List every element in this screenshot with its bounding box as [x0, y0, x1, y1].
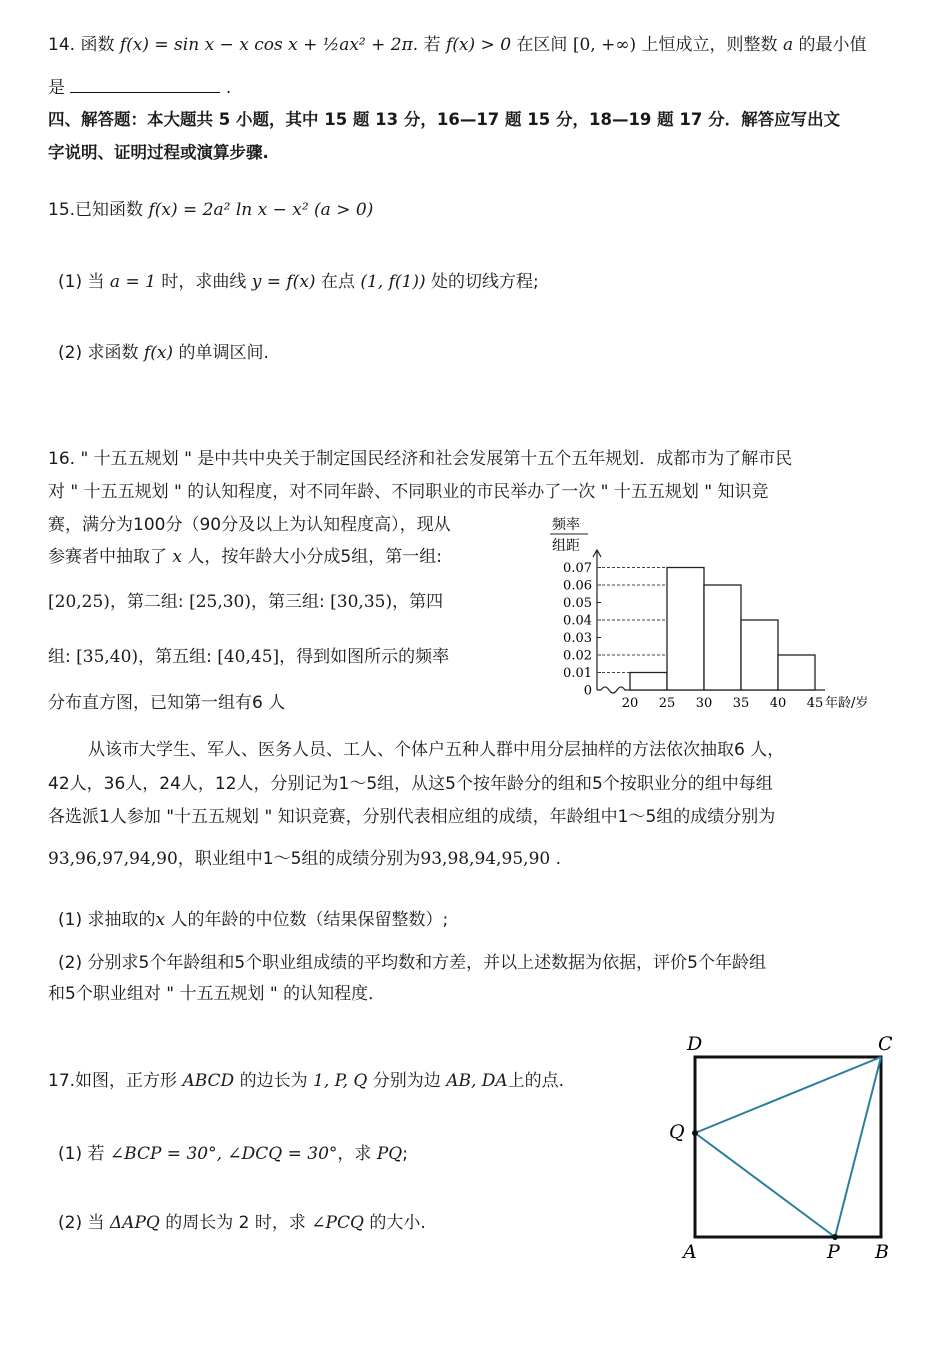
q14-interval: [0, +∞)	[572, 35, 637, 55]
q16-part2-line1	[58, 952, 766, 974]
q14-line2-prefix: 是	[48, 78, 65, 98]
q16-line2: 对 " 十五五规划 " 的认知程度，对不同年龄、不同职业的市民举办了一次 " 十五五规划 " 知识竞	[48, 482, 769, 502]
label-q: Q	[669, 1121, 685, 1143]
histogram-bar	[704, 585, 741, 690]
label-b: B	[875, 1241, 889, 1263]
y-tick-label: 0.05	[563, 596, 592, 611]
q17-stem-e: AB, DA	[446, 1071, 508, 1091]
q14-suffix: 上恒成立，则整数	[641, 35, 778, 55]
q17-stem-d: 分别为边	[372, 1071, 441, 1091]
segment-qp	[695, 1133, 835, 1237]
q15-p1-point: (1, f(1))	[360, 272, 426, 292]
y-tick-label: 0.06	[563, 578, 592, 594]
q16-para2-line4	[48, 848, 561, 870]
q16-para2-line4-b: ，职业组中1～5组的成绩分别为	[177, 849, 421, 869]
y-tick-label: 0.04	[563, 613, 592, 629]
q15-p2-func: f(x)	[143, 343, 174, 363]
q16-line3: 赛，满分为100分（90分及以上为认知程度高），现从	[48, 515, 451, 535]
q14-line2-end: .	[225, 78, 232, 98]
q16-group1: [20,25)	[48, 592, 110, 612]
q14-line1	[48, 34, 866, 56]
x-tick-label: 30	[695, 696, 713, 711]
q17-p2-a: 当	[87, 1213, 105, 1233]
histogram-bar	[778, 655, 815, 690]
q15-p1-b: 时，求曲线	[161, 272, 247, 292]
y-tick-label: 0.03	[563, 631, 592, 646]
q15-stem-formula: f(x) = 2a² ln x − x² (a > 0)	[148, 200, 374, 220]
q17-square-name: ABCD	[182, 1071, 235, 1091]
q17-p1-b: ，求	[337, 1144, 372, 1164]
q16-line5-c: ，第四	[392, 592, 444, 612]
q17-p1-label: (1)	[58, 1144, 83, 1164]
q17-p1-c: ;	[402, 1144, 408, 1164]
label-d: D	[687, 1033, 703, 1055]
q17-part1	[58, 1143, 408, 1165]
q16-line4-a: 参赛者中抽取了	[48, 547, 167, 567]
q16-para2-line3: 各选派1人参加 "十五五规划 " 知识竞赛，分别代表相应组的成绩，年龄组中1～5组的成绩分别为	[48, 807, 776, 827]
point-p-dot	[832, 1234, 838, 1240]
q16-part2-line2: 和5个职业组对 " 十五五规划 " 的认知程度．	[48, 984, 386, 1004]
q14-prefix: 14. 函数	[48, 35, 115, 55]
q17-p1-angles: ∠BCP = 30°, ∠DCQ = 30°	[109, 1144, 338, 1164]
q16-line5-b: ，第三组:	[251, 592, 325, 612]
q15-p1-d: 处的切线方程;	[431, 272, 539, 292]
square-abcd	[695, 1057, 881, 1237]
q15-part1	[58, 271, 539, 293]
q16-line4	[48, 546, 442, 568]
x-tick-label: 35	[732, 696, 750, 711]
q17-p1-pq: PQ	[376, 1144, 403, 1164]
q16-p1-b: 人的年龄的中位数（结果保留整数）;	[170, 910, 449, 930]
q16-line6-c: ，得到如图所示的频率	[279, 647, 450, 667]
x-tick-label: 40	[769, 696, 787, 711]
q16-part1	[58, 909, 448, 931]
q16-para2-line1: 从该市大学生、军人、医务人员、工人、个体户五种人群中用分层抽样的方法依次抽取6 人，	[88, 740, 785, 760]
histogram-bar	[741, 620, 778, 690]
q16-line5-a: ，第二组:	[109, 592, 184, 612]
label-a: A	[683, 1241, 697, 1263]
q15-stem	[48, 199, 373, 221]
histogram-bar	[630, 673, 667, 691]
point-q-dot	[692, 1130, 698, 1136]
q16-line5	[48, 591, 443, 613]
q17-stem	[48, 1070, 564, 1092]
q15-p2-b: 的单调区间.	[178, 343, 269, 363]
q14-var-a: a	[782, 35, 794, 55]
q14-line2	[48, 76, 231, 99]
label-c: C	[878, 1033, 893, 1055]
q16-line6-b: ，第五组:	[138, 647, 212, 667]
chart-ylabel-top: 频率	[552, 517, 580, 533]
x-tick-label: 25	[658, 696, 676, 711]
q17-part2	[58, 1212, 426, 1234]
q17-p2-triangle: ΔAPQ	[109, 1213, 160, 1233]
q15-p2-a: 求函数	[87, 343, 139, 363]
x-tick-label: 45	[806, 696, 824, 711]
q16-line4-b: 人，按年龄大小分成5组，第一组:	[187, 547, 442, 567]
y-tick-label: 0	[583, 683, 592, 699]
q16-line6	[48, 646, 449, 668]
q16-p1-a: 求抽取的	[87, 910, 156, 930]
q16-group2: [25,30)	[189, 592, 252, 612]
q15-p1-a: 当	[87, 272, 105, 292]
q15-p1-curve: y = f(x)	[251, 272, 316, 292]
q17-p2-b: 的周长为 2 时，求	[165, 1213, 306, 1233]
section4-line1: 四、解答题：本大题共 5 小题，其中 15 题 13 分，16—17 题 15 分，18—19 题 17 分．解答应写出文	[48, 110, 841, 129]
q15-stem-prefix: 15.已知函数	[48, 200, 144, 220]
q16-line1: 16. " 十五五规划 " 是中共中央关于制定国民经济和社会发展第十五个五年规划．成都市为了解市民	[48, 449, 793, 469]
chart-xlabel: 年龄/岁	[825, 696, 869, 711]
q16-p2-label: (2)	[58, 953, 83, 973]
frequency-histogram	[540, 512, 900, 722]
q14-condition: f(x) > 0	[446, 35, 512, 55]
y-tick-label: 0.07	[563, 561, 592, 576]
histogram-bar	[667, 568, 704, 691]
segment-qc	[695, 1057, 881, 1133]
q15-p1-label: (1)	[58, 272, 83, 292]
q14-tail: 的最小值	[798, 35, 867, 55]
q15-p2-label: (2)	[58, 343, 83, 363]
q15-part2	[58, 342, 269, 364]
q16-group3: [30,35)	[330, 592, 393, 612]
q15-p1-c: 在点	[320, 272, 355, 292]
q16-p1-var: x	[155, 910, 166, 930]
y-tick-label: 0.01	[563, 666, 592, 681]
q16-para2-line4-d: .	[555, 849, 562, 869]
q16-job-scores: 93,98,94,95,90	[420, 849, 551, 869]
q17-p2-c: 的大小.	[369, 1213, 426, 1233]
q16-group4: [35,40)	[76, 647, 139, 667]
q16-line6-a: 组:	[48, 647, 71, 667]
q17-stem-c: 1, P, Q	[313, 1071, 368, 1091]
q16-p1-label: (1)	[58, 910, 83, 930]
q16-para2-line2: 42人，36人，24人，12人，分别记为1～5组，从这5个按年龄分的组和5个按职业分的组中每组	[48, 774, 773, 794]
q14-middle: . 若	[412, 35, 441, 55]
q16-line4-var: x	[172, 547, 182, 567]
q14-formula: f(x) = sin x − x cos x + ½ax² + 2π	[119, 35, 413, 55]
q17-stem-b: 的边长为	[239, 1071, 308, 1091]
q17-stem-f: 上的点.	[507, 1071, 565, 1091]
q14-answer-blank[interactable]	[70, 76, 220, 93]
q15-p1-cond: a = 1	[109, 272, 156, 292]
q16-line7: 分布直方图，已知第一组有6 人	[48, 693, 286, 713]
q16-age-scores: 93,96,97,94,90	[48, 849, 178, 869]
q17-p2-angle: ∠PCQ	[311, 1213, 364, 1233]
chart-ylabel-bottom: 组距	[552, 538, 580, 554]
q16-group5: [40,45]	[217, 647, 280, 667]
label-p: P	[827, 1241, 840, 1263]
q17-p2-label: (2)	[58, 1213, 83, 1233]
q16-p2-text1: 分别求5个年龄组和5个职业组成绩的平均数和方差，并以上述数据为依据，评价5个年龄组	[87, 953, 766, 973]
square-figure	[660, 1030, 910, 1270]
y-tick-label: 0.02	[563, 648, 592, 664]
segment-pc	[835, 1057, 881, 1237]
q17-stem-a: 17.如图，正方形	[48, 1071, 178, 1091]
x-tick-label: 20	[621, 696, 639, 711]
q14-interval-text: 在区间	[516, 35, 568, 55]
q17-p1-a: 若	[87, 1144, 105, 1164]
section4-line2: 字说明、证明过程或演算步骤.	[48, 143, 269, 162]
